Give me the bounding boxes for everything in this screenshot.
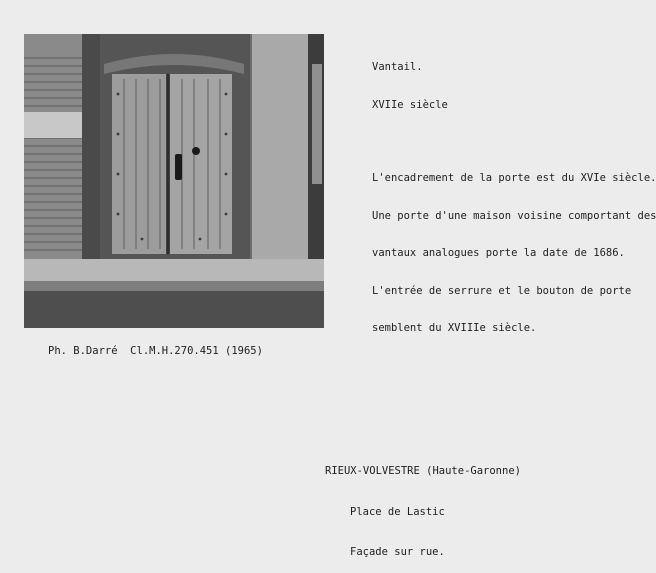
caption-description-line: L'entrée de serrure et le bouton de porte: [372, 284, 632, 297]
photo-credit: Ph. B.Darré Cl.M.H.270.451 (1965): [48, 345, 263, 357]
location-view: Façade sur rue.: [350, 546, 445, 558]
door-photograph: [24, 34, 324, 328]
caption-description-line: semblent du XVIIIe siècle.: [372, 322, 537, 334]
caption-century: XVIIe siècle: [372, 98, 448, 111]
location-town: RIEUX-VOLVESTRE (Haute-Garonne): [325, 465, 521, 477]
caption-description-line: vantaux analogues porte la date de 1686.: [372, 247, 625, 259]
photo-caption: [372, 36, 656, 347]
location-place: Place de Lastic: [350, 505, 445, 518]
caption-title: Vantail.: [372, 61, 423, 73]
location-block: [325, 438, 521, 573]
caption-description-line: Une porte d'une maison voisine comportant des: [372, 209, 656, 222]
caption-description-line: L'encadrement de la porte est du XVIe siècle.: [372, 172, 656, 184]
